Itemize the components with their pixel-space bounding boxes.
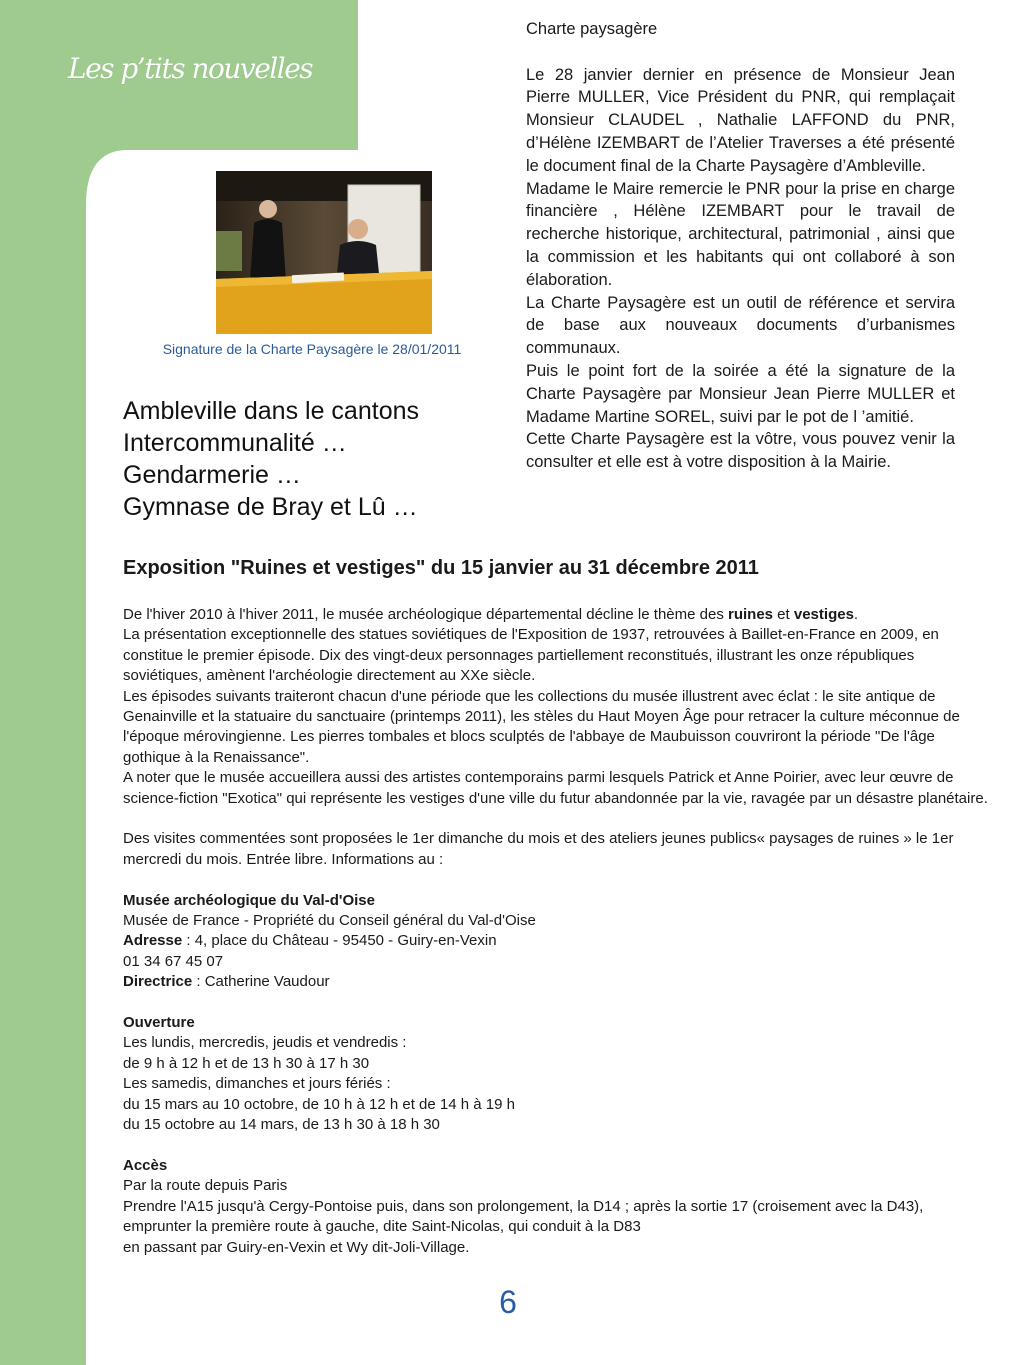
access-line: Par la route depuis Paris	[123, 1177, 288, 1195]
director-label: Directrice	[123, 973, 193, 991]
photo-caption: Signature de la Charte Paysagère le 28/01/2011	[162, 341, 462, 357]
charte-paragraph: La Charte Paysagère est un outil de référence et servira de base aux nouveaux documents d’urbanismes communaux.	[526, 293, 955, 358]
expo-paragraph: Des visites commentées sont proposées le 1er dimanche du mois et des ateliers jeunes publics« paysages de ruines » le 1er mercredi du mois. Entrée libre. Informations au :	[123, 830, 954, 868]
charte-paragraph: Puis le point fort de la soirée a été la signature de la Charte Paysagère par Monsieur Jean Pierre MULLER et Madame Martine SOREL, suivi par le pot de l ’amitié.	[526, 361, 955, 426]
museum-sub: Musée de France - Propriété du Conseil général du Val-d'Oise	[123, 912, 536, 930]
signing-photo	[216, 171, 432, 334]
museum-name	[123, 891, 993, 911]
expo-paragraph: A noter que le musée accueillera aussi des artistes contemporains parmi lesquels Patrick et Anne Poirier, avec leur œuvre de science-fiction "Exotica" qui représente les vestiges d'une ville du futur abandonnée par la vie, ravagée par un désastre planétaire.	[123, 769, 988, 807]
museum-phone: 01 34 67 45 07	[123, 952, 224, 970]
expo-keyword: ruines	[728, 606, 774, 623]
expo-intro-text: et	[773, 606, 794, 623]
newsletter-title: Les p’tits nouvelles	[68, 52, 313, 85]
expo-title: Exposition "Ruines et vestiges" du 15 janvier au 31 décembre 2011	[123, 557, 759, 579]
access-line: en passant par Guiry-en-Vexin et Wy dit-Joli-Village.	[123, 1238, 470, 1256]
address-value: : 4, place du Château - 95450 - Guiry-en-Vexin	[182, 932, 497, 950]
expo-article	[123, 605, 993, 1258]
page-number: 6	[499, 1284, 517, 1320]
expo-intro-text: De l'hiver 2010 à l'hiver 2011, le musée archéologique départemental décline le thème des	[123, 606, 728, 623]
topic-item: Intercommunalité …	[123, 429, 347, 457]
expo-intro-text: .	[853, 606, 859, 623]
charte-title: Charte paysagère	[526, 20, 658, 38]
expo-intro	[123, 605, 993, 625]
opening-line: du 15 mars au 10 octobre, de 10 h à 12 h et de 14 h à 19 h	[123, 1095, 515, 1113]
topic-item: Gendarmerie …	[123, 461, 301, 489]
charte-paragraph: Cette Charte Paysagère est la vôtre, vous pouvez venir la consulter et elle est à votre disposition à la Mairie.	[526, 430, 955, 472]
opening-line: Les samedis, dimanches et jours fériés :	[123, 1075, 391, 1093]
charte-paragraph: Madame le Maire remercie le PNR pour la prise en charge financière , Hélène IZEMBART pour le travail de recherche historique, architectural, patrimonial , ainsi que la commission et les habitants qui ont collaboré à son élaboration.	[526, 179, 955, 289]
access-line: Prendre l'A15 jusqu'à Cergy-Pontoise puis, dans son prolongement, la D14 ; après la sortie 17 (croisement avec la D43), emprunter la première route à gauche, dite Saint-Nicolas, qui conduit à la D83	[123, 1197, 924, 1236]
expo-keyword: vestiges	[793, 606, 854, 623]
museum-director	[123, 972, 993, 992]
opening-line: de 9 h à 12 h et de 13 h 30 à 17 h 30	[123, 1054, 370, 1072]
museum-address	[123, 931, 993, 951]
opening-line: Les lundis, mercredis, jeudis et vendredis :	[123, 1034, 407, 1052]
charte-paragraph: Le 28 janvier dernier en présence de Monsieur Jean Pierre MULLER, Vice Président du PNR, qui remplaçait Monsieur CLAUDEL , Nathalie LAFFOND du PNR, d’Hélène IZEMBART de l’Atelier Traverses a été présenté le document final de la Charte Paysagère d’Ambleville.	[526, 65, 955, 175]
expo-paragraph: Les épisodes suivants traiteront chacun d'une période que les collections du musée illustrent avec éclat : le site antique de Genainville et la statuaire du sanctuaire (printemps 2011), les stèles du Haut Moyen Âge pour retracer la culture méconnue de l'époque mérovingienne. Les pierres tombales et blocs sculptés de l'abbaye de Maubuisson couvriront la période "De l'âge gothique à la Renaissance".	[123, 687, 960, 766]
topics-list	[123, 395, 483, 523]
expo-paragraph: La présentation exceptionnelle des statues soviétiques de l'Exposition de 1937, retrouvées à Baillet-en-France en 2009, en constitue le premier épisode. Dix des vingt-deux personnages partiellement reconstitués, illustrant les onze républiques soviétiques, amènent l'archéologie directement au XXe siècle.	[123, 626, 939, 685]
topic-item: Ambleville dans le cantons	[123, 397, 419, 425]
museum-name-text: Musée archéologique du Val-d'Oise	[123, 891, 375, 909]
charte-article	[526, 18, 955, 474]
access-title	[123, 1156, 993, 1176]
director-value: : Catherine Vaudour	[192, 973, 330, 991]
access-title-text: Accès	[123, 1156, 168, 1174]
opening-title	[123, 1013, 993, 1033]
opening-line: du 15 octobre au 14 mars, de 13 h 30 à 18 h 30	[123, 1116, 440, 1134]
address-label: Adresse	[123, 932, 183, 950]
topic-item: Gymnase de Bray et Lû …	[123, 493, 418, 521]
opening-title-text: Ouverture	[123, 1014, 195, 1032]
